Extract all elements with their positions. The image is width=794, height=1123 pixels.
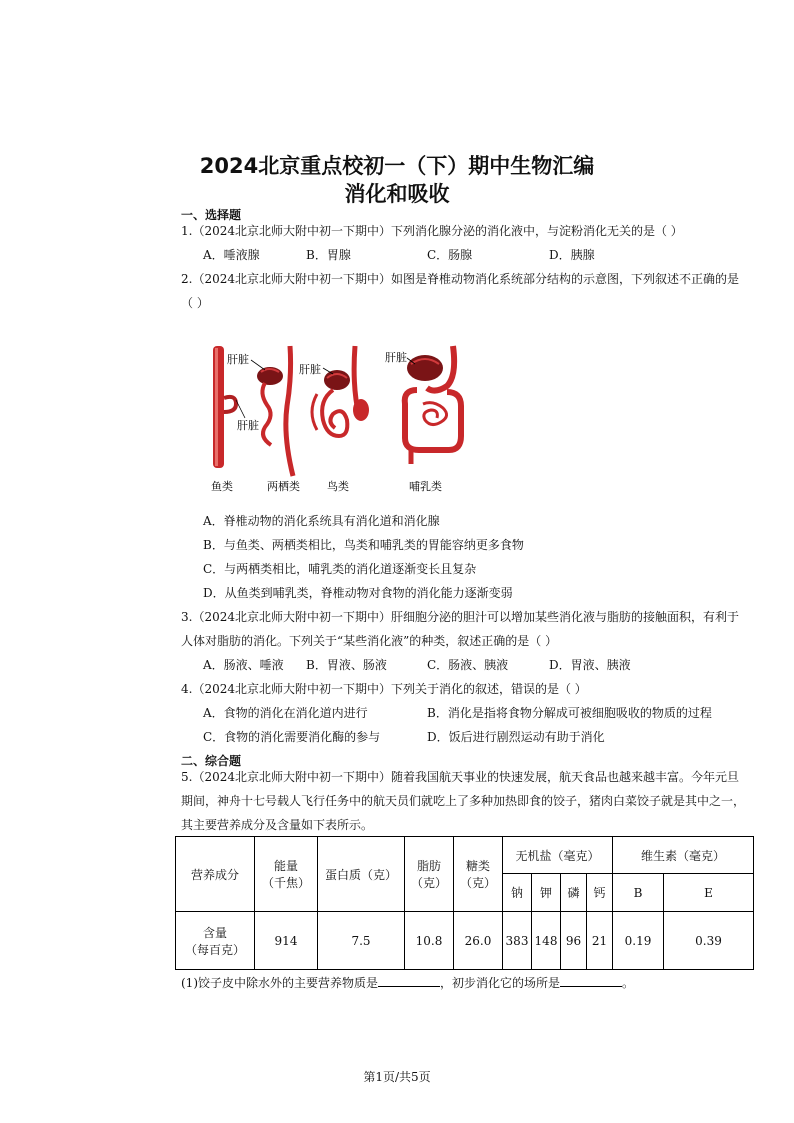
fig-label-fish: 鱼类 — [211, 480, 233, 493]
header-energy — [255, 837, 318, 912]
question-4-stem: 4.（2024北京北师大附中初一下期中）下列关于消化的叙述，错误的是（ ） — [181, 682, 587, 696]
q1-option-c: C．肠腺 — [427, 248, 473, 262]
row-label-line2: （每百克） — [184, 942, 245, 957]
q5-sub1-text-b: ，初步消化它的场所是 — [440, 976, 561, 990]
cell-energy: 914 — [255, 912, 318, 970]
header-ca: 钙 — [587, 874, 613, 912]
question-2-stem: 2.（2024北京北师大附中初一下期中）如图是脊椎动物消化系统部分结构的示意图，下列叙述不正确的是 — [181, 272, 739, 286]
nutrition-table — [175, 836, 754, 970]
bird-digestive-tract — [312, 346, 369, 436]
fig-label-liver-fish: 肝脏 — [237, 419, 259, 432]
q5-sub1-text-c: 。 — [622, 976, 635, 990]
q4-option-a: A．食物的消化在消化道内进行 — [203, 706, 368, 720]
answer-blank-2[interactable] — [560, 976, 622, 987]
fig-label-amphibian: 两栖类 — [267, 480, 300, 493]
header-mineral: 无机盐（毫克） — [503, 837, 613, 874]
q2-option-a: A．脊椎动物的消化系统具有消化道和消化腺 — [203, 514, 440, 528]
q3-option-a: A．肠液、唾液 — [203, 658, 284, 672]
q5-sub1-text-a: (1)饺子皮中除水外的主要营养物质是 — [181, 976, 378, 990]
page-title: 2024北京重点校初一（下）期中生物汇编 — [199, 154, 595, 178]
q3-option-b: B．胃液、肠液 — [306, 658, 387, 672]
digestive-system-figure — [205, 338, 470, 498]
header-sugar-label: 糖类 — [465, 859, 490, 873]
section-heading-comprehensive: 二、综合题 — [181, 754, 242, 768]
cell-k: 148 — [532, 912, 561, 970]
question-5-stem: 5.（2024北京北师大附中初一下期中）随着我国航天事业的快速发展，航天食品也越来越丰富。今年元旦 — [181, 770, 739, 784]
question-3-stem-cont: 人体对脂肪的消化。下列关于“某些消化液”的种类，叙述正确的是（ ） — [181, 634, 558, 648]
fig-label-liver-mammal: 肝脏 — [385, 351, 407, 364]
q2-option-d: D．从鱼类到哺乳类，脊椎动物对食物的消化能力逐渐变弱 — [203, 586, 513, 600]
cell-fat: 10.8 — [405, 912, 454, 970]
mammal-digestive-tract — [405, 346, 461, 464]
q4-option-d: D．饭后进行剧烈运动有助于消化 — [427, 730, 605, 744]
q3-option-d: D．胃液、胰液 — [549, 658, 631, 672]
fig-label-liver-bird: 肝脏 — [299, 363, 321, 376]
amphibian-digestive-tract — [251, 346, 293, 476]
cell-protein: 7.5 — [318, 912, 405, 970]
question-5-stem-cont: 期间，神舟十七号载人飞行任务中的航天员们就吃上了多种加热即食的饺子，猪肉白菜饺子就是其中之一， — [181, 794, 746, 808]
q2-option-c: C．与两栖类相比，哺乳类的消化道逐渐变长且复杂 — [203, 562, 477, 576]
header-sugar — [454, 837, 503, 912]
answer-blank-1[interactable] — [378, 976, 440, 987]
question-3-stem: 3.（2024北京北师大附中初一下期中）肝细胞分泌的胆汁可以增加某些消化液与脂肪的接触面积，有利于 — [181, 610, 739, 624]
fig-label-mammal: 哺乳类 — [409, 480, 442, 493]
header-fat — [405, 837, 454, 912]
question-5-sub1 — [181, 974, 634, 991]
q1-option-a: A．唾液腺 — [203, 248, 260, 262]
fig-label-liver-fish-top: 肝脏 — [227, 353, 249, 366]
question-1-stem: 1.（2024北京北师大附中初一下期中）下列消化腺分泌的消化液中，与淀粉消化无关的是（ ） — [181, 224, 683, 238]
cell-na: 383 — [503, 912, 532, 970]
header-vitamin: 维生素（毫克） — [613, 837, 754, 874]
header-vitamin-e: E — [664, 874, 754, 912]
question-5-stem-cont2: 其主要营养成分及含量如下表所示。 — [181, 818, 374, 832]
question-2-stem-cont: （ ） — [181, 296, 209, 310]
table-row — [176, 912, 754, 970]
row-label — [176, 912, 255, 970]
header-energy-label: 能量 — [273, 859, 298, 873]
cell-p: 96 — [561, 912, 587, 970]
header-nutrient: 营养成分 — [176, 837, 255, 912]
header-fat-label: 脂肪 — [416, 859, 441, 873]
header-protein: 蛋白质（克） — [318, 837, 405, 912]
cell-sugar: 26.0 — [454, 912, 503, 970]
header-fat-unit: （克） — [410, 876, 447, 890]
q2-option-b: B．与鱼类、两栖类相比，鸟类和哺乳类的胃能容纳更多食物 — [203, 538, 524, 552]
header-sugar-unit: （克） — [459, 876, 496, 890]
q4-option-b: B．消化是指将食物分解成可被细胞吸收的物质的过程 — [427, 706, 712, 720]
cell-vitamin-e: 0.39 — [664, 912, 754, 970]
row-label-line1: 含量 — [202, 925, 227, 940]
q4-option-c: C．食物的消化需要消化酶的参与 — [203, 730, 381, 744]
header-p: 磷 — [561, 874, 587, 912]
header-energy-unit: （千焦） — [261, 876, 310, 890]
q1-option-b: B．胃腺 — [306, 248, 351, 262]
q3-option-c: C．肠液、胰液 — [427, 658, 509, 672]
page-footer: 第1页/共5页 — [363, 1070, 431, 1084]
section-heading-choice: 一、选择题 — [181, 208, 242, 222]
header-na: 钠 — [503, 874, 532, 912]
header-vitamin-b: B — [613, 874, 664, 912]
cell-ca: 21 — [587, 912, 613, 970]
header-k: 钾 — [532, 874, 561, 912]
fig-label-bird: 鸟类 — [327, 480, 349, 493]
cell-vitamin-b: 0.19 — [613, 912, 664, 970]
page-subtitle: 消化和吸收 — [344, 182, 450, 206]
table-header-row — [176, 837, 754, 874]
q1-option-d: D．胰腺 — [549, 248, 595, 262]
